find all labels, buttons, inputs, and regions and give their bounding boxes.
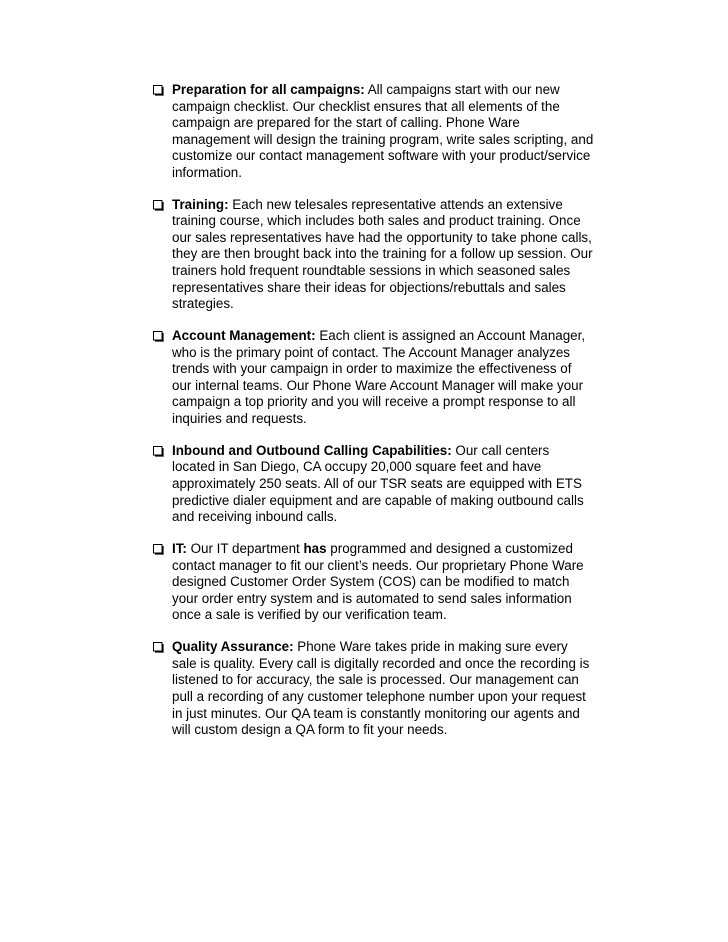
text-line: designed Customer Order System (COS) can be modified to match [172,574,570,590]
text-line: in just minutes. Our QA team is constantly monitoring our agents and [172,705,580,721]
checkbox-bullet-icon [153,200,164,211]
text-line: Each client is assigned an Account Manager, [315,328,586,344]
text-line: All campaigns start with our new [364,82,560,97]
list-item-text [172,639,633,738]
item-heading: Training: [172,196,229,212]
text-line: inquiries and requests. [172,410,307,426]
text-line: management will design the training program, write sales scripting, and [172,131,594,147]
text-line: campaign checklist. Our checklist ensures that all elements of the [172,98,560,114]
text-line: who is the primary point of contact. The Account Manager analyzes [172,344,570,360]
text-line: strategies. [172,296,234,312]
text-line: training course, which includes both sales and product training. Once [172,213,581,229]
text-line: Our call centers [451,442,550,458]
list-item-it [153,541,633,624]
text-line: Each new telesales representative attends an extensive [228,196,563,212]
item-heading: Account Management: [172,328,316,344]
text-line: pull a recording of any customer telephone number upon your request [172,689,586,704]
list-item-account-management [153,328,633,427]
text-line: contact manager to fit our client’s needs. Our proprietary Phone Ware [172,557,584,573]
checkbox-bullet-icon [153,331,164,342]
text-line: trainers hold frequent roundtable sessions in which seasoned sales [172,262,571,278]
text-line: your order entry system and is automated to send sales information [172,590,572,606]
emphasis-text: has [303,541,327,557]
text-line: and receiving inbound calls. [172,509,338,525]
list-item-text [172,82,633,181]
text-line: sale is quality. Every call is digitally recorded and once the recording is [172,655,590,671]
list-item-preparation [153,82,633,181]
text-line: will custom design a QA form to fit your needs. [172,722,448,738]
checkbox-bullet-icon [153,85,164,96]
checkbox-bullet-icon [153,544,164,555]
checkbox-bullet-icon [153,446,164,457]
text-segment: programmed and designed a customized [326,541,573,557]
text-line: representatives share their ideas for objections/rebuttals and sales [172,279,566,295]
text-line: customize our contact management software with your product/service [172,148,591,164]
text-line: trends with your campaign in order to maximize the effectiveness of [172,361,572,377]
text-line: listened to for accuracy, the sale is processed. Our management can [172,672,579,688]
item-heading: Preparation for all campaigns: [172,82,365,97]
item-heading: Inbound and Outbound Calling Capabilities: [172,442,452,458]
text-line: located in San Diego, CA occupy 20,000 square feet and have [172,459,542,475]
bullet-list [153,82,633,754]
text-line: Phone Ware takes pride in making sure every [293,639,568,655]
list-item-training [153,197,633,313]
list-item-quality-assurance [153,639,633,738]
text-line: our sales representatives have had the opportunity to take phone calls, [172,229,592,245]
list-item-calling-capabilities [153,443,633,526]
item-heading: IT: [172,541,187,557]
text-line: once a sale is verified by our verification team. [172,607,447,623]
text-line: campaign are prepared for the start of calling. Phone Ware [172,115,520,131]
list-item-text [172,197,633,313]
text-line: they are then brought back into the training for a follow up session. Our [172,246,593,262]
item-heading: Quality Assurance: [172,639,294,655]
checkbox-bullet-icon [153,642,164,653]
text-line: predictive dialer equipment and are capable of making outbound calls [172,492,584,508]
list-item-text [172,328,633,427]
text-line: approximately 250 seats. All of our TSR seats are equipped with ETS [172,475,582,491]
text-line: information. [172,164,242,180]
text-line: our internal teams. Our Phone Ware Account Manager will make your [172,377,584,393]
list-item-text [172,541,633,624]
text-line: campaign a top priority and you will receive a prompt response to all [172,394,576,410]
list-item-text [172,443,633,526]
text-segment: Our IT department [186,541,304,557]
